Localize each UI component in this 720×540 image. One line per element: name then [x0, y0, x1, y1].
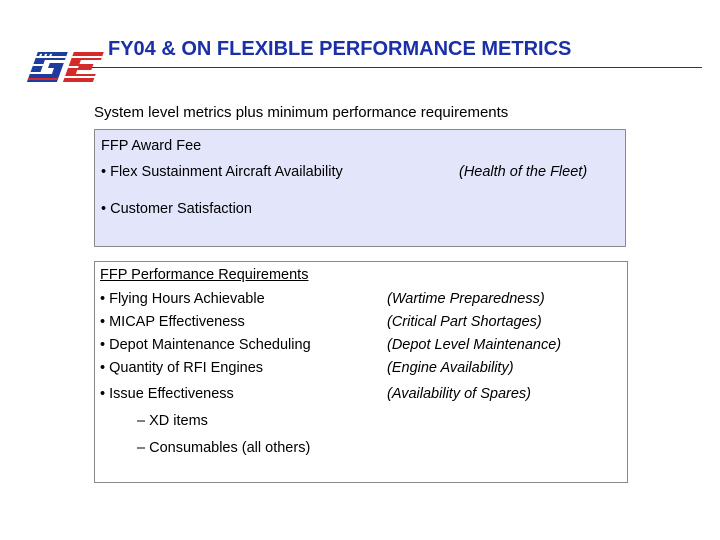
performance-item-label: • MICAP Effectiveness — [100, 314, 245, 330]
award-fee-heading: FFP Award Fee — [101, 138, 202, 154]
performance-item-note: (Critical Part Shortages) — [387, 314, 542, 330]
performance-subitem: – XD items — [137, 413, 208, 429]
performance-subitem: – Consumables (all others) — [137, 440, 311, 456]
performance-item-label: • Depot Maintenance Scheduling — [100, 337, 311, 353]
performance-item-label: • Flying Hours Achievable — [100, 291, 265, 307]
performance-item-note: (Availability of Spares) — [387, 386, 531, 402]
performance-requirements-box — [94, 261, 628, 483]
performance-item-label: • Issue Effectiveness — [100, 386, 234, 402]
award-item-note: (Health of the Fleet) — [459, 164, 588, 180]
award-item-label: • Customer Satisfaction — [101, 201, 252, 217]
performance-heading: FFP Performance Requirements — [100, 267, 309, 283]
page-title: FY04 & ON FLEXIBLE PERFORMANCE METRICS — [108, 38, 572, 60]
performance-item-label: • Quantity of RFI Engines — [100, 360, 264, 376]
performance-item-note: (Engine Availability) — [387, 360, 514, 376]
performance-item-note: (Wartime Preparedness) — [387, 291, 545, 307]
performance-item-note: (Depot Level Maintenance) — [387, 337, 562, 353]
award-item-label: • Flex Sustainment Aircraft Availability — [101, 164, 343, 180]
title-divider — [92, 67, 702, 68]
subtitle: System level metrics plus minimum performance requirements — [94, 104, 509, 121]
award-fee-box — [94, 129, 626, 247]
